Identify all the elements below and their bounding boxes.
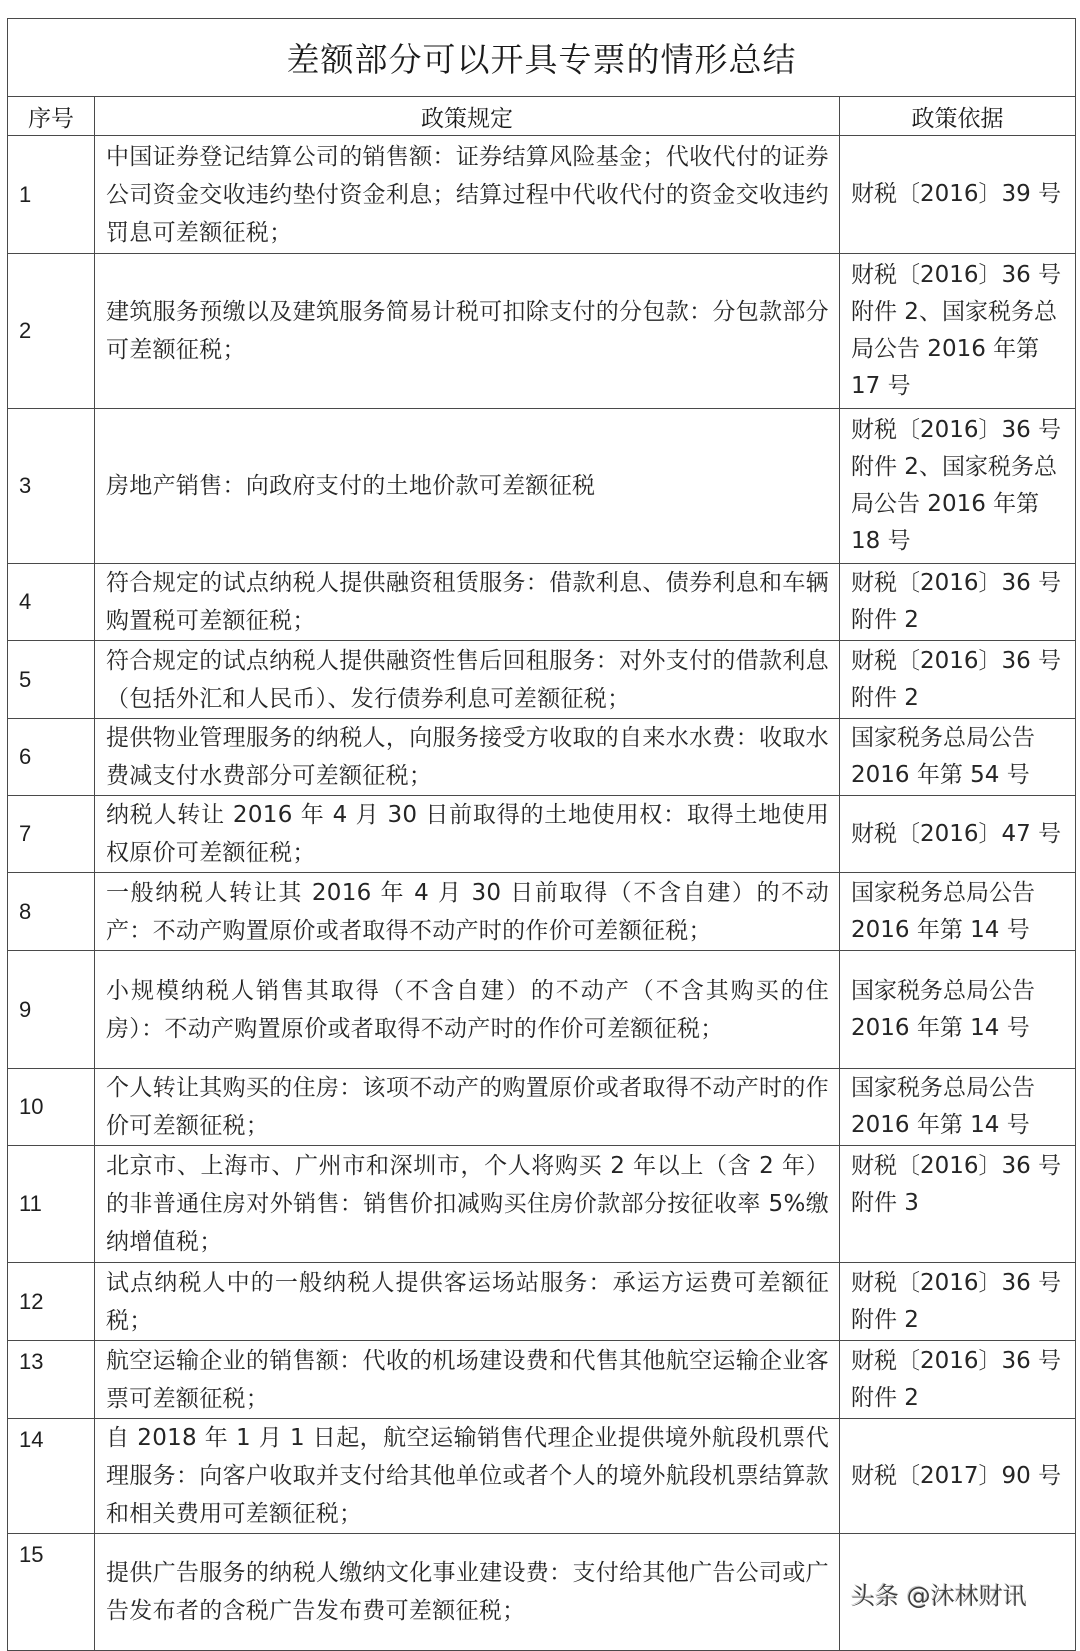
table-row <box>8 1146 1076 1263</box>
basis-text: 财税〔2016〕36 号附件 2 <box>840 641 1076 719</box>
policy-text: 北京市、上海市、广州市和深圳市，个人将购买 2 年以上（含 2 年）的非普通住房对外销售：销售价扣减购买住房价款部分按征收率 5%缴纳增值税； <box>95 1146 840 1263</box>
basis-text: 财税〔2016〕36 号附件 2、国家税务总局公告 2016 年第 18 号 <box>840 409 1076 564</box>
header-policy: 政策规定 <box>95 97 840 136</box>
table-row <box>8 951 1076 1069</box>
policy-text: 个人转让其购买的住房：该项不动产的购置原价或者取得不动产时的作价可差额征税； <box>95 1069 840 1146</box>
table-row <box>8 564 1076 641</box>
policy-text: 符合规定的试点纳税人提供融资租赁服务：借款利息、债券利息和车辆购置税可差额征税； <box>95 564 840 641</box>
row-number: 15 <box>8 1534 95 1651</box>
header-row <box>8 97 1076 136</box>
row-number: 9 <box>8 951 95 1069</box>
row-number: 3 <box>8 409 95 564</box>
row-number: 2 <box>8 254 95 409</box>
policy-text: 自 2018 年 1 月 1 日起，航空运输销售代理企业提供境外航段机票代理服务：向客户收取并支付给其他单位或者个人的境外航段机票结算款和相关费用可差额征税； <box>95 1419 840 1534</box>
table-row <box>8 796 1076 873</box>
row-number: 12 <box>8 1263 95 1341</box>
policy-text: 纳税人转让 2016 年 4 月 30 日前取得的土地使用权：取得土地使用权原价可差额征税； <box>95 796 840 873</box>
table-row <box>8 409 1076 564</box>
row-number: 8 <box>8 873 95 951</box>
table-row <box>8 1534 1076 1651</box>
basis-text: 国家税务总局公告 2016 年第 14 号 <box>840 1069 1076 1146</box>
row-number: 1 <box>8 136 95 254</box>
basis-text: 国家税务总局公告 2016 年第 14 号 <box>840 951 1076 1069</box>
row-number: 10 <box>8 1069 95 1146</box>
title-row <box>8 19 1076 97</box>
table-row <box>8 136 1076 254</box>
table-row <box>8 1263 1076 1341</box>
policy-text: 建筑服务预缴以及建筑服务简易计税可扣除支付的分包款：分包款部分可差额征税； <box>95 254 840 409</box>
policy-text: 小规模纳税人销售其取得（不含自建）的不动产（不含其购买的住房）：不动产购置原价或者取得不动产时的作价可差额征税； <box>95 951 840 1069</box>
table-row <box>8 641 1076 719</box>
row-number: 4 <box>8 564 95 641</box>
table-title: 差额部分可以开具专票的情形总结 <box>8 19 1076 97</box>
row-number: 5 <box>8 641 95 719</box>
basis-text: 财税〔2016〕39 号 <box>840 136 1076 254</box>
row-number: 14 <box>8 1419 95 1534</box>
policy-text: 航空运输企业的销售额：代收的机场建设费和代售其他航空运输企业客票可差额征税； <box>95 1341 840 1419</box>
policy-text: 一般纳税人转让其 2016 年 4 月 30 日前取得（不含自建）的不动产：不动产购置原价或者取得不动产时的作价可差额征税； <box>95 873 840 951</box>
basis-text: 财税〔2016〕36 号附件 2 <box>840 1341 1076 1419</box>
policy-text: 中国证券登记结算公司的销售额：证券结算风险基金；代收代付的证券公司资金交收违约垫付资金利息；结算过程中代收代付的资金交收违约罚息可差额征税； <box>95 136 840 254</box>
table-row <box>8 873 1076 951</box>
basis-text: 财税〔2016〕47 号 <box>840 796 1076 873</box>
policy-text: 提供广告服务的纳税人缴纳文化事业建设费：支付给其他广告公司或广告发布者的含税广告发布费可差额征税； <box>95 1534 840 1651</box>
policy-text: 提供物业管理服务的纳税人，向服务接受方收取的自来水水费：收取水费减支付水费部分可差额征税； <box>95 719 840 796</box>
basis-text: 财税〔2017〕90 号 <box>840 1419 1076 1534</box>
basis-text: 财税〔2016〕36 号附件 2 <box>840 564 1076 641</box>
policy-text: 试点纳税人中的一般纳税人提供客运场站服务：承运方运费可差额征税； <box>95 1263 840 1341</box>
table-row <box>8 1069 1076 1146</box>
header-number: 序号 <box>8 97 95 136</box>
basis-text: 国家税务总局公告 2016 年第 54 号 <box>840 719 1076 796</box>
row-number: 7 <box>8 796 95 873</box>
basis-text: 国家税务总局公告 2016 年第 14 号 <box>840 873 1076 951</box>
basis-text: 财税〔2016〕36 号附件 3 <box>840 1146 1076 1263</box>
policy-text: 房地产销售：向政府支付的土地价款可差额征税 <box>95 409 840 564</box>
policy-summary-table <box>7 18 1076 1651</box>
table-row <box>8 1341 1076 1419</box>
table-row <box>8 719 1076 796</box>
row-number: 11 <box>8 1146 95 1263</box>
basis-text: 财税〔2016〕36 号附件 2 <box>840 1263 1076 1341</box>
basis-cell-watermark <box>840 1534 1076 1651</box>
policy-text: 符合规定的试点纳税人提供融资性售后回租服务：对外支付的借款利息（包括外汇和人民币）、发行债券利息可差额征税； <box>95 641 840 719</box>
row-number: 13 <box>8 1341 95 1419</box>
watermark-text: 头条 @沐林财讯 <box>851 1582 1027 1610</box>
header-basis: 政策依据 <box>840 97 1076 136</box>
row-number: 6 <box>8 719 95 796</box>
basis-text: 财税〔2016〕36 号附件 2、国家税务总局公告 2016 年第 17 号 <box>840 254 1076 409</box>
table-row <box>8 254 1076 409</box>
table-row <box>8 1419 1076 1534</box>
